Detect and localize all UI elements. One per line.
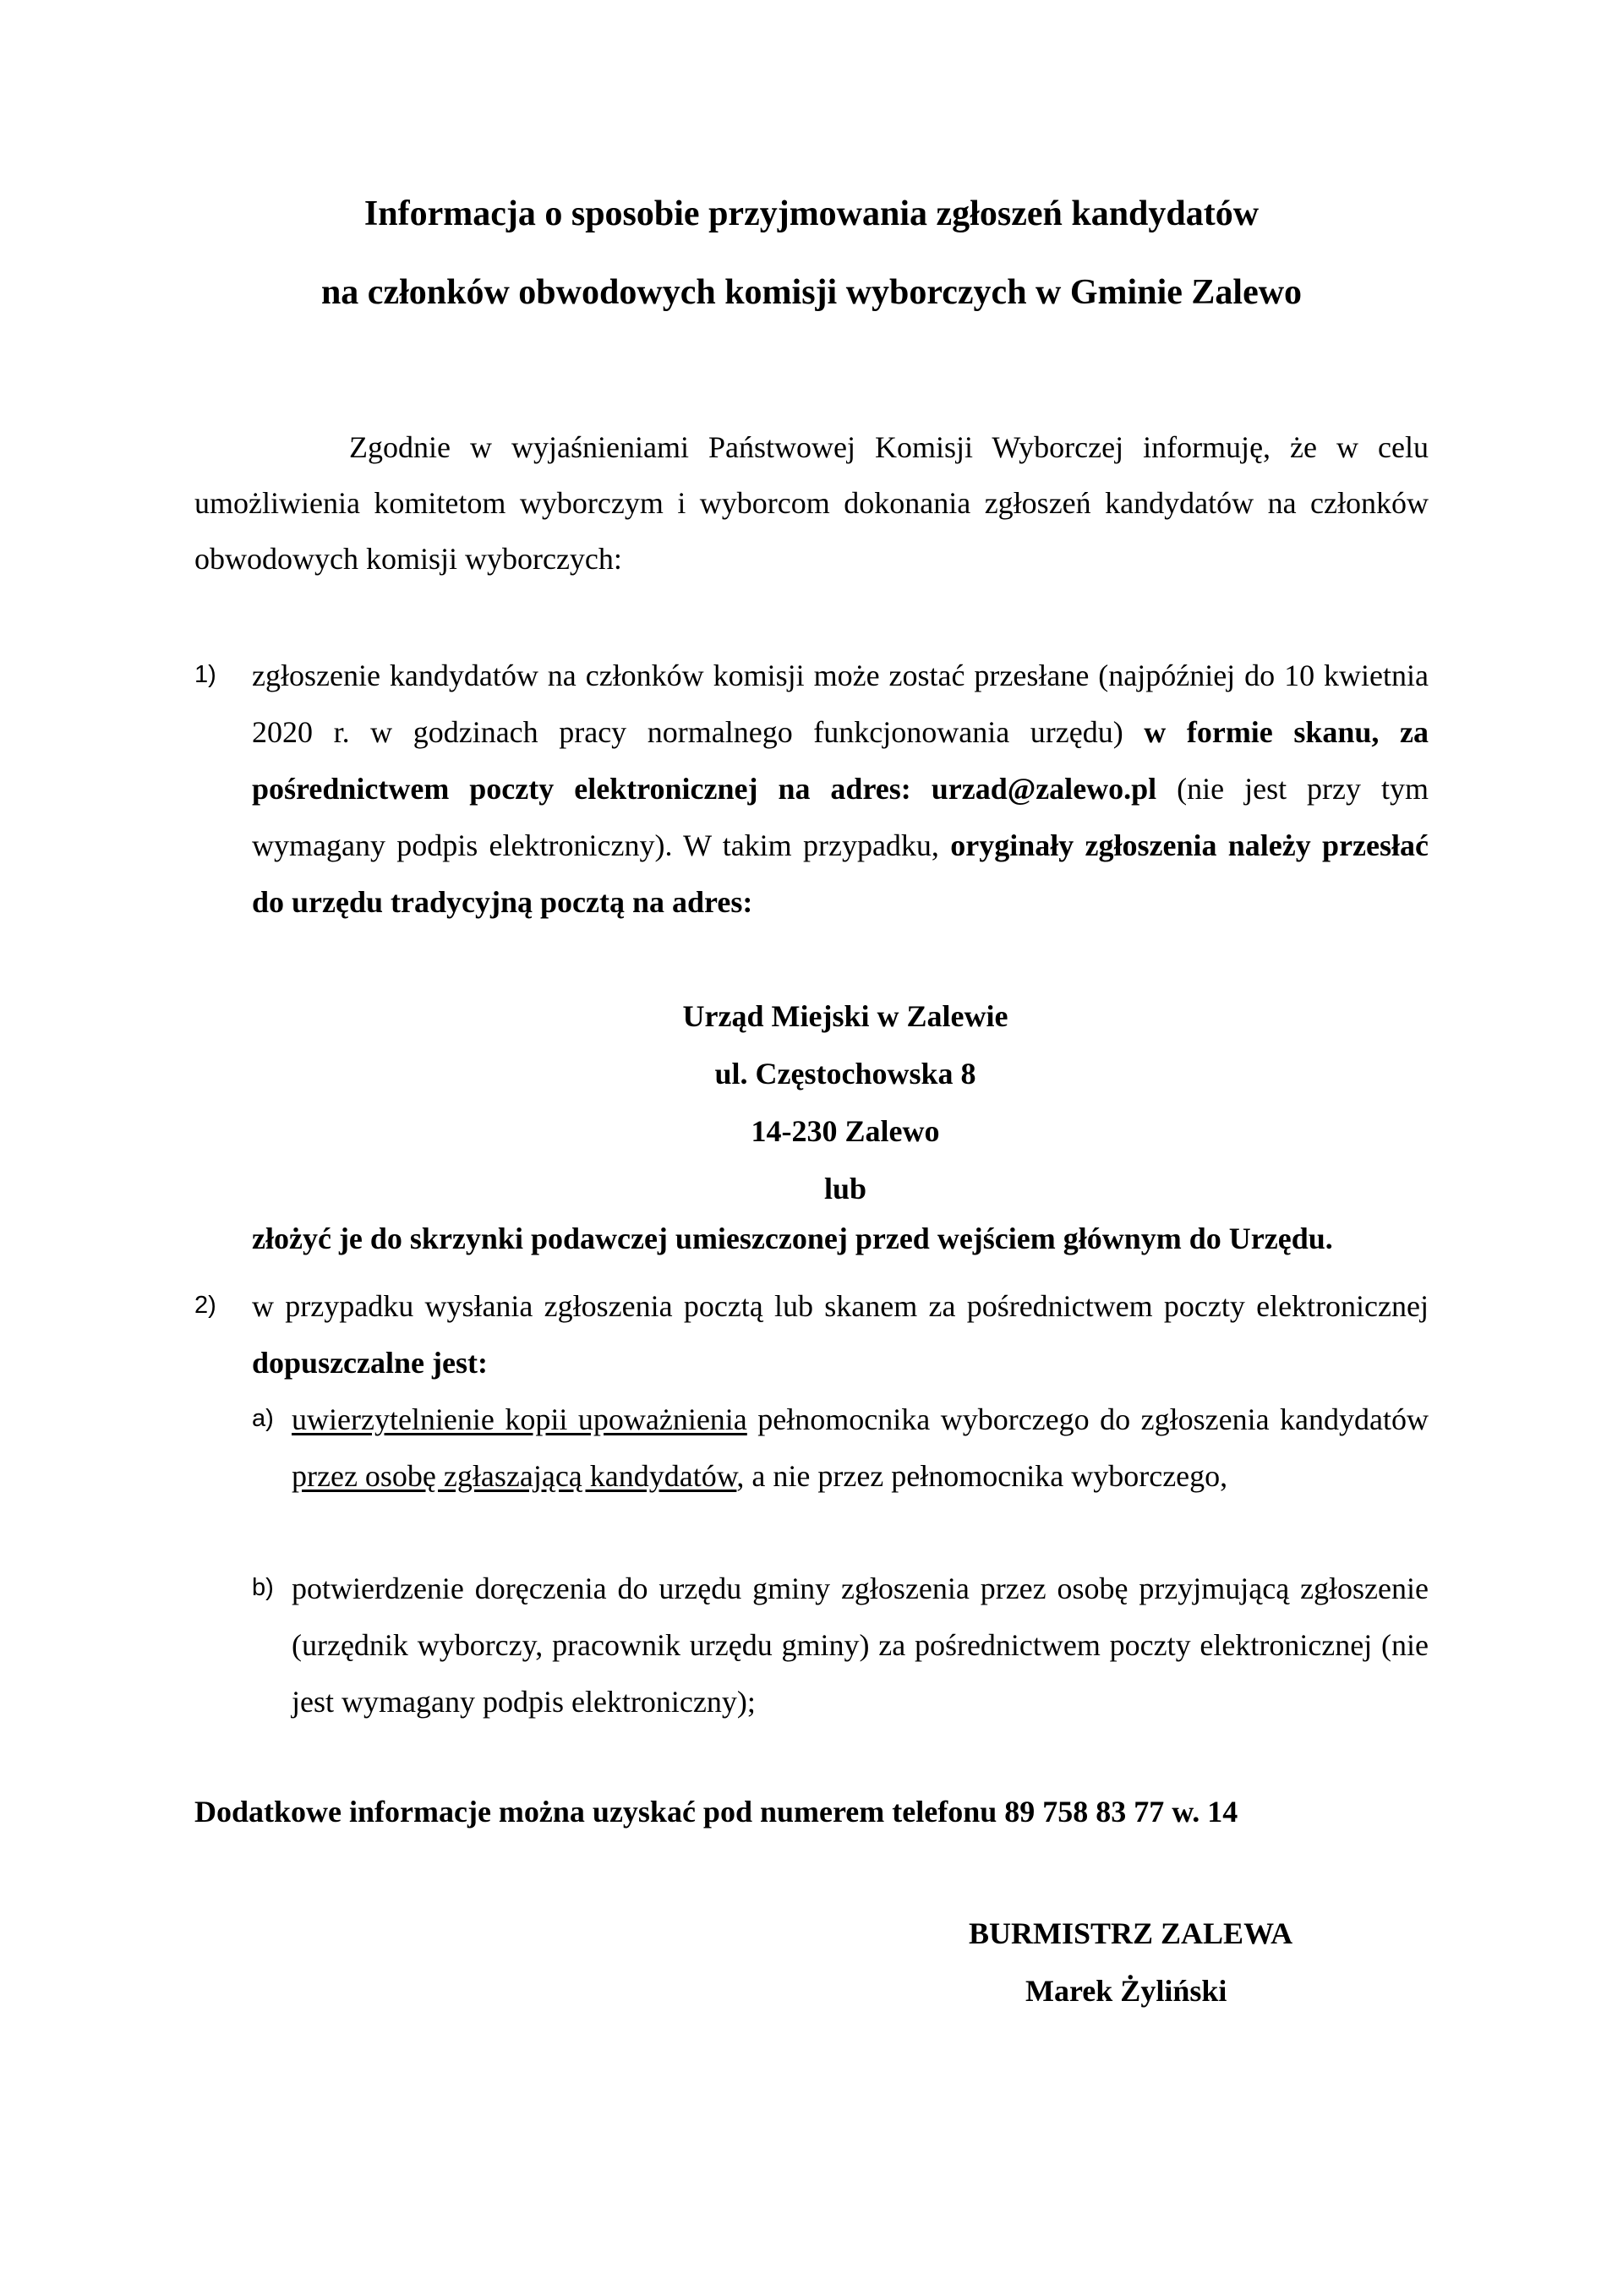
sub-list-marker-a: a) <box>252 1405 274 1432</box>
sub-list-item-a-text-2: , a nie przez pełnomocnika wyborczego, <box>736 1459 1228 1493</box>
sub-list-item-a-text-1: pełnomocnika wyborczego do zgłoszenia kandydatów <box>746 1402 1429 1436</box>
list-item-2-text: w przypadku wysłania zgłoszenia pocztą lub skanem za pośrednictwem poczty elektronicznej <box>252 1289 1429 1323</box>
signature-name: Marek Żyliński <box>1025 1974 1227 2008</box>
address-or: lub <box>823 1172 867 1205</box>
sub-list-item-a-underlined-2: przez osobę zgłaszającą kandydatów <box>292 1459 737 1493</box>
list-item-1-originals-instruction: oryginały zgłoszenia należy przesłać do urzędu tradycyjną pocztą na adres: <box>252 828 1429 919</box>
list-item-2 <box>252 1278 1429 1391</box>
list-item-1-email-instruction: w formie skanu, za pośrednictwem poczty elektronicznej na adres: urzad@zalewo.pl <box>252 715 1429 806</box>
list-marker-2: 2) <box>194 1292 216 1319</box>
address-street: ul. Częstochowska 8 <box>714 1057 976 1091</box>
sub-list-item-a <box>292 1391 1429 1505</box>
address-office: Urząd Miejski w Zalewie <box>682 999 1008 1033</box>
sub-list-item-b: potwierdzenie doręczenia do urzędu gminy zgłoszenia przez osobę przyjmującą zgłoszenie (urzędnik wyborczy, pracownik urzędu gminy) za pośrednictwem poczty elektronicznej (nie jest wymagany podpis elektroniczny); <box>292 1572 1429 1719</box>
intro-paragraph: Zgodnie w wyjaśnieniami Państwowej Komisji Wyborczej informuję, że w celu umożliwienia komitetom wyborczym i wyborcom dokonania zgłoszeń kandydatów na członków obwodowych komisji wyborczych: <box>194 430 1429 576</box>
contact-info: Dodatkowe informacje można uzyskać pod numerem telefonu 89 758 83 77 w. 14 <box>194 1795 1238 1829</box>
dropbox-notice: złożyć je do skrzynki podawczej umieszczonej przed wejściem głównym do Urzędu. <box>252 1222 1333 1255</box>
sub-list-item-a-underlined-1: uwierzytelnienie kopii upoważnienia <box>292 1402 747 1436</box>
sub-list-marker-b: b) <box>252 1574 274 1601</box>
list-item-1-text-b: (nie jest przy tym wymagany podpis elektroniczny). W takim przypadku, <box>252 772 1429 862</box>
list-item-2-bold: dopuszczalne jest: <box>252 1346 488 1380</box>
list-item-1 <box>252 648 1429 931</box>
list-item-1-text-a: zgłoszenie kandydatów na członków komisji może zostać przesłane (najpóźniej do 10 kwietnia 2020 r. w godzinach pracy normalnego funkcjonowania urzędu) <box>252 659 1429 749</box>
document-title-line-1: Informacja o sposobie przyjmowania zgłoszeń kandydatów <box>363 194 1260 233</box>
document-title-line-2: na członków obwodowych komisji wyborczych w Gminie Zalewo <box>320 273 1303 312</box>
signature-title: BURMISTRZ ZALEWA <box>969 1916 1293 1950</box>
list-marker-1: 1) <box>194 661 216 688</box>
address-city: 14-230 Zalewo <box>751 1114 940 1148</box>
